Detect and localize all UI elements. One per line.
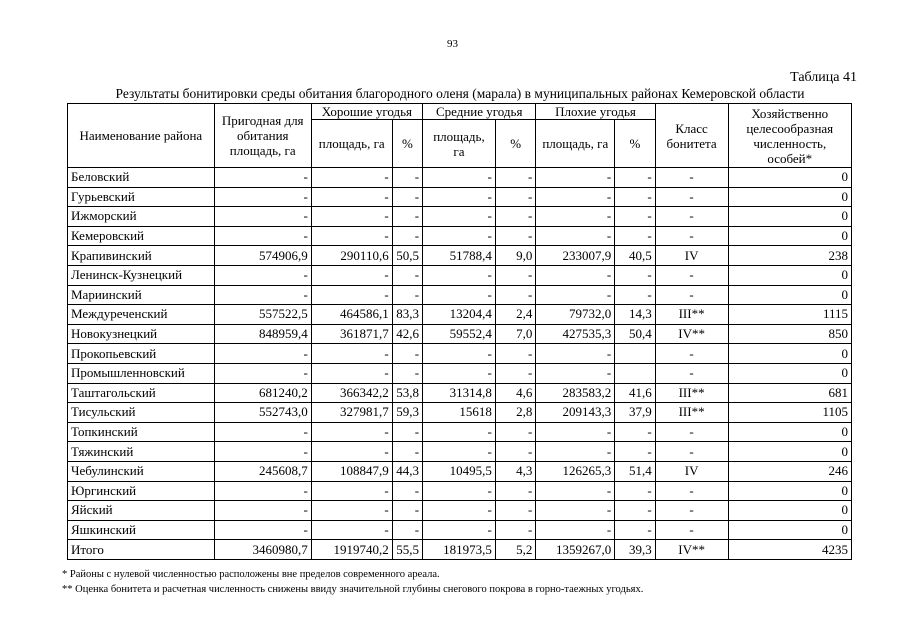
cell-bonitet-class: - — [655, 187, 728, 207]
header-poor-area: площадь, га — [536, 120, 615, 168]
cell-bonitet-class: IV — [655, 461, 728, 481]
cell-poor-percent: - — [615, 226, 655, 246]
cell-good-area: - — [311, 422, 392, 442]
cell-economic-number: 0 — [728, 344, 851, 364]
cell-bonitet-class: - — [655, 363, 728, 383]
cell-bonitet-class: - — [655, 265, 728, 285]
cell-good-percent: - — [392, 187, 422, 207]
cell-suitable-area: - — [214, 422, 311, 442]
cell-good-percent: 42,6 — [392, 324, 422, 344]
cell-poor-percent: - — [615, 481, 655, 501]
cell-poor-percent: 51,4 — [615, 461, 655, 481]
cell-economic-number: 0 — [728, 442, 851, 462]
table-row — [68, 207, 852, 227]
table-row — [68, 285, 852, 305]
footnote-2: ** Оценка бонитета и расчетная численность снижены ввиду значительной глубины снегового покрова в горно-таежных угодьях. — [62, 584, 644, 595]
table-row — [68, 520, 852, 540]
cell-suitable-area: - — [214, 168, 311, 188]
cell-medium-area: 181973,5 — [423, 540, 496, 560]
cell-medium-percent: - — [495, 442, 535, 462]
cell-poor-area: - — [536, 207, 615, 227]
cell-economic-number: 4235 — [728, 540, 851, 560]
cell-good-percent: - — [392, 501, 422, 521]
table-row — [68, 540, 852, 560]
cell-economic-number: 0 — [728, 285, 851, 305]
cell-medium-area: 31314,8 — [423, 383, 496, 403]
cell-suitable-area: - — [214, 442, 311, 462]
header-class: Класс бонитета — [655, 104, 728, 168]
cell-bonitet-class: - — [655, 285, 728, 305]
cell-medium-area: 51788,4 — [423, 246, 496, 266]
cell-good-percent: 55,5 — [392, 540, 422, 560]
cell-district: Юргинский — [68, 481, 215, 501]
header-good-lands: Хорошие угодья — [311, 104, 422, 120]
cell-good-percent: - — [392, 363, 422, 383]
cell-bonitet-class: III** — [655, 383, 728, 403]
cell-medium-percent: 4,3 — [495, 461, 535, 481]
cell-good-area: 1919740,2 — [311, 540, 392, 560]
cell-suitable-area: - — [214, 481, 311, 501]
cell-medium-percent: 4,6 — [495, 383, 535, 403]
cell-poor-area: 283583,2 — [536, 383, 615, 403]
cell-economic-number: 681 — [728, 383, 851, 403]
cell-suitable-area: - — [214, 363, 311, 383]
cell-good-area: - — [311, 363, 392, 383]
cell-suitable-area: 681240,2 — [214, 383, 311, 403]
cell-economic-number: 0 — [728, 168, 851, 188]
cell-suitable-area: 552743,0 — [214, 403, 311, 423]
cell-good-area: - — [311, 187, 392, 207]
cell-district: Междуреченский — [68, 305, 215, 325]
cell-district: Таштагольский — [68, 383, 215, 403]
cell-poor-percent: 40,5 — [615, 246, 655, 266]
cell-bonitet-class: - — [655, 442, 728, 462]
cell-poor-percent: - — [615, 285, 655, 305]
cell-poor-area: - — [536, 422, 615, 442]
cell-medium-percent: - — [495, 265, 535, 285]
cell-medium-area: - — [423, 501, 496, 521]
cell-medium-percent: - — [495, 481, 535, 501]
cell-bonitet-class: - — [655, 501, 728, 521]
cell-bonitet-class: - — [655, 481, 728, 501]
cell-economic-number: 0 — [728, 187, 851, 207]
cell-poor-percent: - — [615, 265, 655, 285]
cell-district: Кемеровский — [68, 226, 215, 246]
table-row — [68, 363, 852, 383]
cell-poor-area: - — [536, 265, 615, 285]
cell-district: Тяжинский — [68, 442, 215, 462]
cell-medium-percent: - — [495, 344, 535, 364]
cell-district: Беловский — [68, 168, 215, 188]
cell-medium-percent: - — [495, 226, 535, 246]
cell-good-area: - — [311, 265, 392, 285]
cell-medium-area: 15618 — [423, 403, 496, 423]
cell-poor-percent: 39,3 — [615, 540, 655, 560]
cell-poor-percent: - — [615, 520, 655, 540]
cell-good-area: - — [311, 226, 392, 246]
cell-good-area: 290110,6 — [311, 246, 392, 266]
header-good-area: площадь, га — [311, 120, 392, 168]
header-medium-area: площадь, га — [423, 120, 496, 168]
header-poor-percent: % — [615, 120, 655, 168]
cell-economic-number: 1115 — [728, 305, 851, 325]
cell-medium-area: 13204,4 — [423, 305, 496, 325]
cell-district: Тисульский — [68, 403, 215, 423]
cell-district: Прокопьевский — [68, 344, 215, 364]
cell-district: Чебулинский — [68, 461, 215, 481]
cell-economic-number: 850 — [728, 324, 851, 344]
cell-medium-area: - — [423, 285, 496, 305]
cell-poor-area: - — [536, 344, 615, 364]
cell-bonitet-class: - — [655, 344, 728, 364]
cell-suitable-area: 848959,4 — [214, 324, 311, 344]
cell-district: Промышленновский — [68, 363, 215, 383]
cell-bonitet-class: III** — [655, 403, 728, 423]
table-row — [68, 422, 852, 442]
cell-district: Яйский — [68, 501, 215, 521]
cell-good-area: 108847,9 — [311, 461, 392, 481]
cell-medium-percent: 7,0 — [495, 324, 535, 344]
cell-suitable-area: - — [214, 207, 311, 227]
cell-medium-percent: - — [495, 187, 535, 207]
header-medium-lands: Средние угодья — [423, 104, 536, 120]
cell-medium-area: - — [423, 520, 496, 540]
cell-suitable-area: 574906,9 — [214, 246, 311, 266]
cell-poor-percent: - — [615, 422, 655, 442]
cell-good-area: - — [311, 285, 392, 305]
cell-suitable-area: - — [214, 285, 311, 305]
cell-poor-percent: 41,6 — [615, 383, 655, 403]
cell-medium-percent: - — [495, 363, 535, 383]
cell-good-percent: - — [392, 265, 422, 285]
cell-poor-percent: 37,9 — [615, 403, 655, 423]
cell-poor-percent: 50,4 — [615, 324, 655, 344]
cell-suitable-area: 245608,7 — [214, 461, 311, 481]
table-row — [68, 383, 852, 403]
table-row — [68, 403, 852, 423]
cell-poor-percent — [615, 363, 655, 383]
table-row — [68, 246, 852, 266]
cell-good-area: - — [311, 442, 392, 462]
cell-medium-area: - — [423, 207, 496, 227]
cell-poor-area: - — [536, 226, 615, 246]
header-suitable-area: Пригодная для обитания площадь, га — [214, 104, 311, 168]
table-row — [68, 501, 852, 521]
cell-medium-area: - — [423, 363, 496, 383]
cell-poor-area: - — [536, 363, 615, 383]
cell-bonitet-class: - — [655, 168, 728, 188]
cell-medium-percent: - — [495, 285, 535, 305]
cell-economic-number: 238 — [728, 246, 851, 266]
cell-suitable-area: - — [214, 344, 311, 364]
cell-district: Ижморский — [68, 207, 215, 227]
cell-economic-number: 0 — [728, 207, 851, 227]
header-medium-percent: % — [495, 120, 535, 168]
cell-medium-percent: - — [495, 207, 535, 227]
cell-poor-percent: - — [615, 207, 655, 227]
cell-suitable-area: 557522,5 — [214, 305, 311, 325]
cell-district: Новокузнецкий — [68, 324, 215, 344]
cell-medium-percent: 9,0 — [495, 246, 535, 266]
cell-bonitet-class: IV** — [655, 324, 728, 344]
cell-poor-percent: - — [615, 168, 655, 188]
cell-district: Крапивинский — [68, 246, 215, 266]
cell-medium-area: 10495,5 — [423, 461, 496, 481]
cell-suitable-area: - — [214, 187, 311, 207]
table-caption: Результаты бонитировки среды обитания благородного оленя (марала) в муниципальных районах Кемеровской области — [115, 86, 805, 101]
cell-medium-area: - — [423, 481, 496, 501]
cell-medium-percent: 5,2 — [495, 540, 535, 560]
cell-economic-number: 0 — [728, 501, 851, 521]
cell-economic-number: 0 — [728, 363, 851, 383]
cell-good-percent: 50,5 — [392, 246, 422, 266]
cell-district: Мариинский — [68, 285, 215, 305]
cell-poor-area: 427535,3 — [536, 324, 615, 344]
cell-poor-area: - — [536, 442, 615, 462]
cell-economic-number: 0 — [728, 265, 851, 285]
cell-district: Итого — [68, 540, 215, 560]
cell-good-percent: - — [392, 442, 422, 462]
table-row — [68, 324, 852, 344]
cell-bonitet-class: - — [655, 520, 728, 540]
cell-good-area: - — [311, 520, 392, 540]
cell-district: Топкинский — [68, 422, 215, 442]
cell-good-percent: - — [392, 481, 422, 501]
cell-poor-area: - — [536, 501, 615, 521]
table-label: Таблица 41 — [790, 70, 857, 85]
cell-good-area: 361871,7 — [311, 324, 392, 344]
cell-medium-percent: - — [495, 422, 535, 442]
cell-medium-area: 59552,4 — [423, 324, 496, 344]
cell-medium-area: - — [423, 187, 496, 207]
cell-economic-number: 1105 — [728, 403, 851, 423]
cell-good-percent: - — [392, 226, 422, 246]
cell-economic-number: 0 — [728, 226, 851, 246]
cell-poor-area: - — [536, 481, 615, 501]
cell-poor-area: - — [536, 168, 615, 188]
cell-bonitet-class: IV — [655, 246, 728, 266]
cell-good-percent: 59,3 — [392, 403, 422, 423]
cell-bonitet-class: III** — [655, 305, 728, 325]
cell-bonitet-class: - — [655, 226, 728, 246]
cell-district: Яшкинский — [68, 520, 215, 540]
cell-economic-number: 0 — [728, 481, 851, 501]
header-economic-number: Хозяйственно целесообразная численность, особей* — [728, 104, 851, 168]
table-row — [68, 442, 852, 462]
cell-poor-percent: - — [615, 442, 655, 462]
cell-poor-area: - — [536, 187, 615, 207]
cell-medium-percent: 2,4 — [495, 305, 535, 325]
table-row — [68, 226, 852, 246]
cell-good-area: - — [311, 501, 392, 521]
header-good-percent: % — [392, 120, 422, 168]
cell-good-percent: - — [392, 422, 422, 442]
cell-medium-percent: 2,8 — [495, 403, 535, 423]
cell-poor-percent: - — [615, 187, 655, 207]
header-name: Наименование района — [68, 104, 215, 168]
footnote-1: * Районы с нулевой численностью расположены вне пределов современного ареала. — [62, 569, 440, 580]
cell-poor-area: 209143,3 — [536, 403, 615, 423]
cell-good-area: - — [311, 168, 392, 188]
cell-good-area: 464586,1 — [311, 305, 392, 325]
cell-medium-area: - — [423, 344, 496, 364]
bonitet-table — [67, 103, 852, 560]
cell-economic-number: 0 — [728, 422, 851, 442]
cell-good-percent: - — [392, 285, 422, 305]
cell-medium-area: - — [423, 442, 496, 462]
table-row — [68, 168, 852, 188]
cell-good-area: 366342,2 — [311, 383, 392, 403]
cell-good-area: - — [311, 207, 392, 227]
cell-poor-area: - — [536, 520, 615, 540]
cell-good-area: - — [311, 344, 392, 364]
page-number: 93 — [447, 38, 458, 50]
cell-medium-area: - — [423, 168, 496, 188]
cell-suitable-area: - — [214, 501, 311, 521]
cell-good-percent: 53,8 — [392, 383, 422, 403]
cell-medium-percent: - — [495, 501, 535, 521]
cell-suitable-area: - — [214, 520, 311, 540]
cell-economic-number: 0 — [728, 520, 851, 540]
cell-good-area: 327981,7 — [311, 403, 392, 423]
cell-good-percent: - — [392, 207, 422, 227]
cell-medium-area: - — [423, 265, 496, 285]
cell-medium-area: - — [423, 226, 496, 246]
table-row — [68, 344, 852, 364]
table-row — [68, 305, 852, 325]
cell-district: Гурьевский — [68, 187, 215, 207]
cell-suitable-area: - — [214, 226, 311, 246]
cell-bonitet-class: - — [655, 422, 728, 442]
cell-good-percent: 83,3 — [392, 305, 422, 325]
cell-poor-percent — [615, 344, 655, 364]
cell-bonitet-class: IV** — [655, 540, 728, 560]
cell-medium-percent: - — [495, 520, 535, 540]
table-body — [68, 168, 852, 560]
cell-suitable-area: - — [214, 265, 311, 285]
table-row — [68, 265, 852, 285]
cell-good-percent: - — [392, 344, 422, 364]
table-row — [68, 481, 852, 501]
cell-poor-area: 1359267,0 — [536, 540, 615, 560]
cell-poor-area: 79732,0 — [536, 305, 615, 325]
table-row — [68, 461, 852, 481]
cell-good-area: - — [311, 481, 392, 501]
cell-poor-area: 233007,9 — [536, 246, 615, 266]
cell-suitable-area: 3460980,7 — [214, 540, 311, 560]
header-poor-lands: Плохие угодья — [536, 104, 655, 120]
cell-poor-percent: - — [615, 501, 655, 521]
table-row — [68, 187, 852, 207]
cell-poor-area: 126265,3 — [536, 461, 615, 481]
cell-good-percent: - — [392, 520, 422, 540]
cell-medium-percent: - — [495, 168, 535, 188]
cell-good-percent: 44,3 — [392, 461, 422, 481]
cell-medium-area: - — [423, 422, 496, 442]
cell-poor-area: - — [536, 285, 615, 305]
cell-poor-percent: 14,3 — [615, 305, 655, 325]
cell-bonitet-class: - — [655, 207, 728, 227]
cell-district: Ленинск-Кузнецкий — [68, 265, 215, 285]
cell-economic-number: 246 — [728, 461, 851, 481]
cell-good-percent: - — [392, 168, 422, 188]
